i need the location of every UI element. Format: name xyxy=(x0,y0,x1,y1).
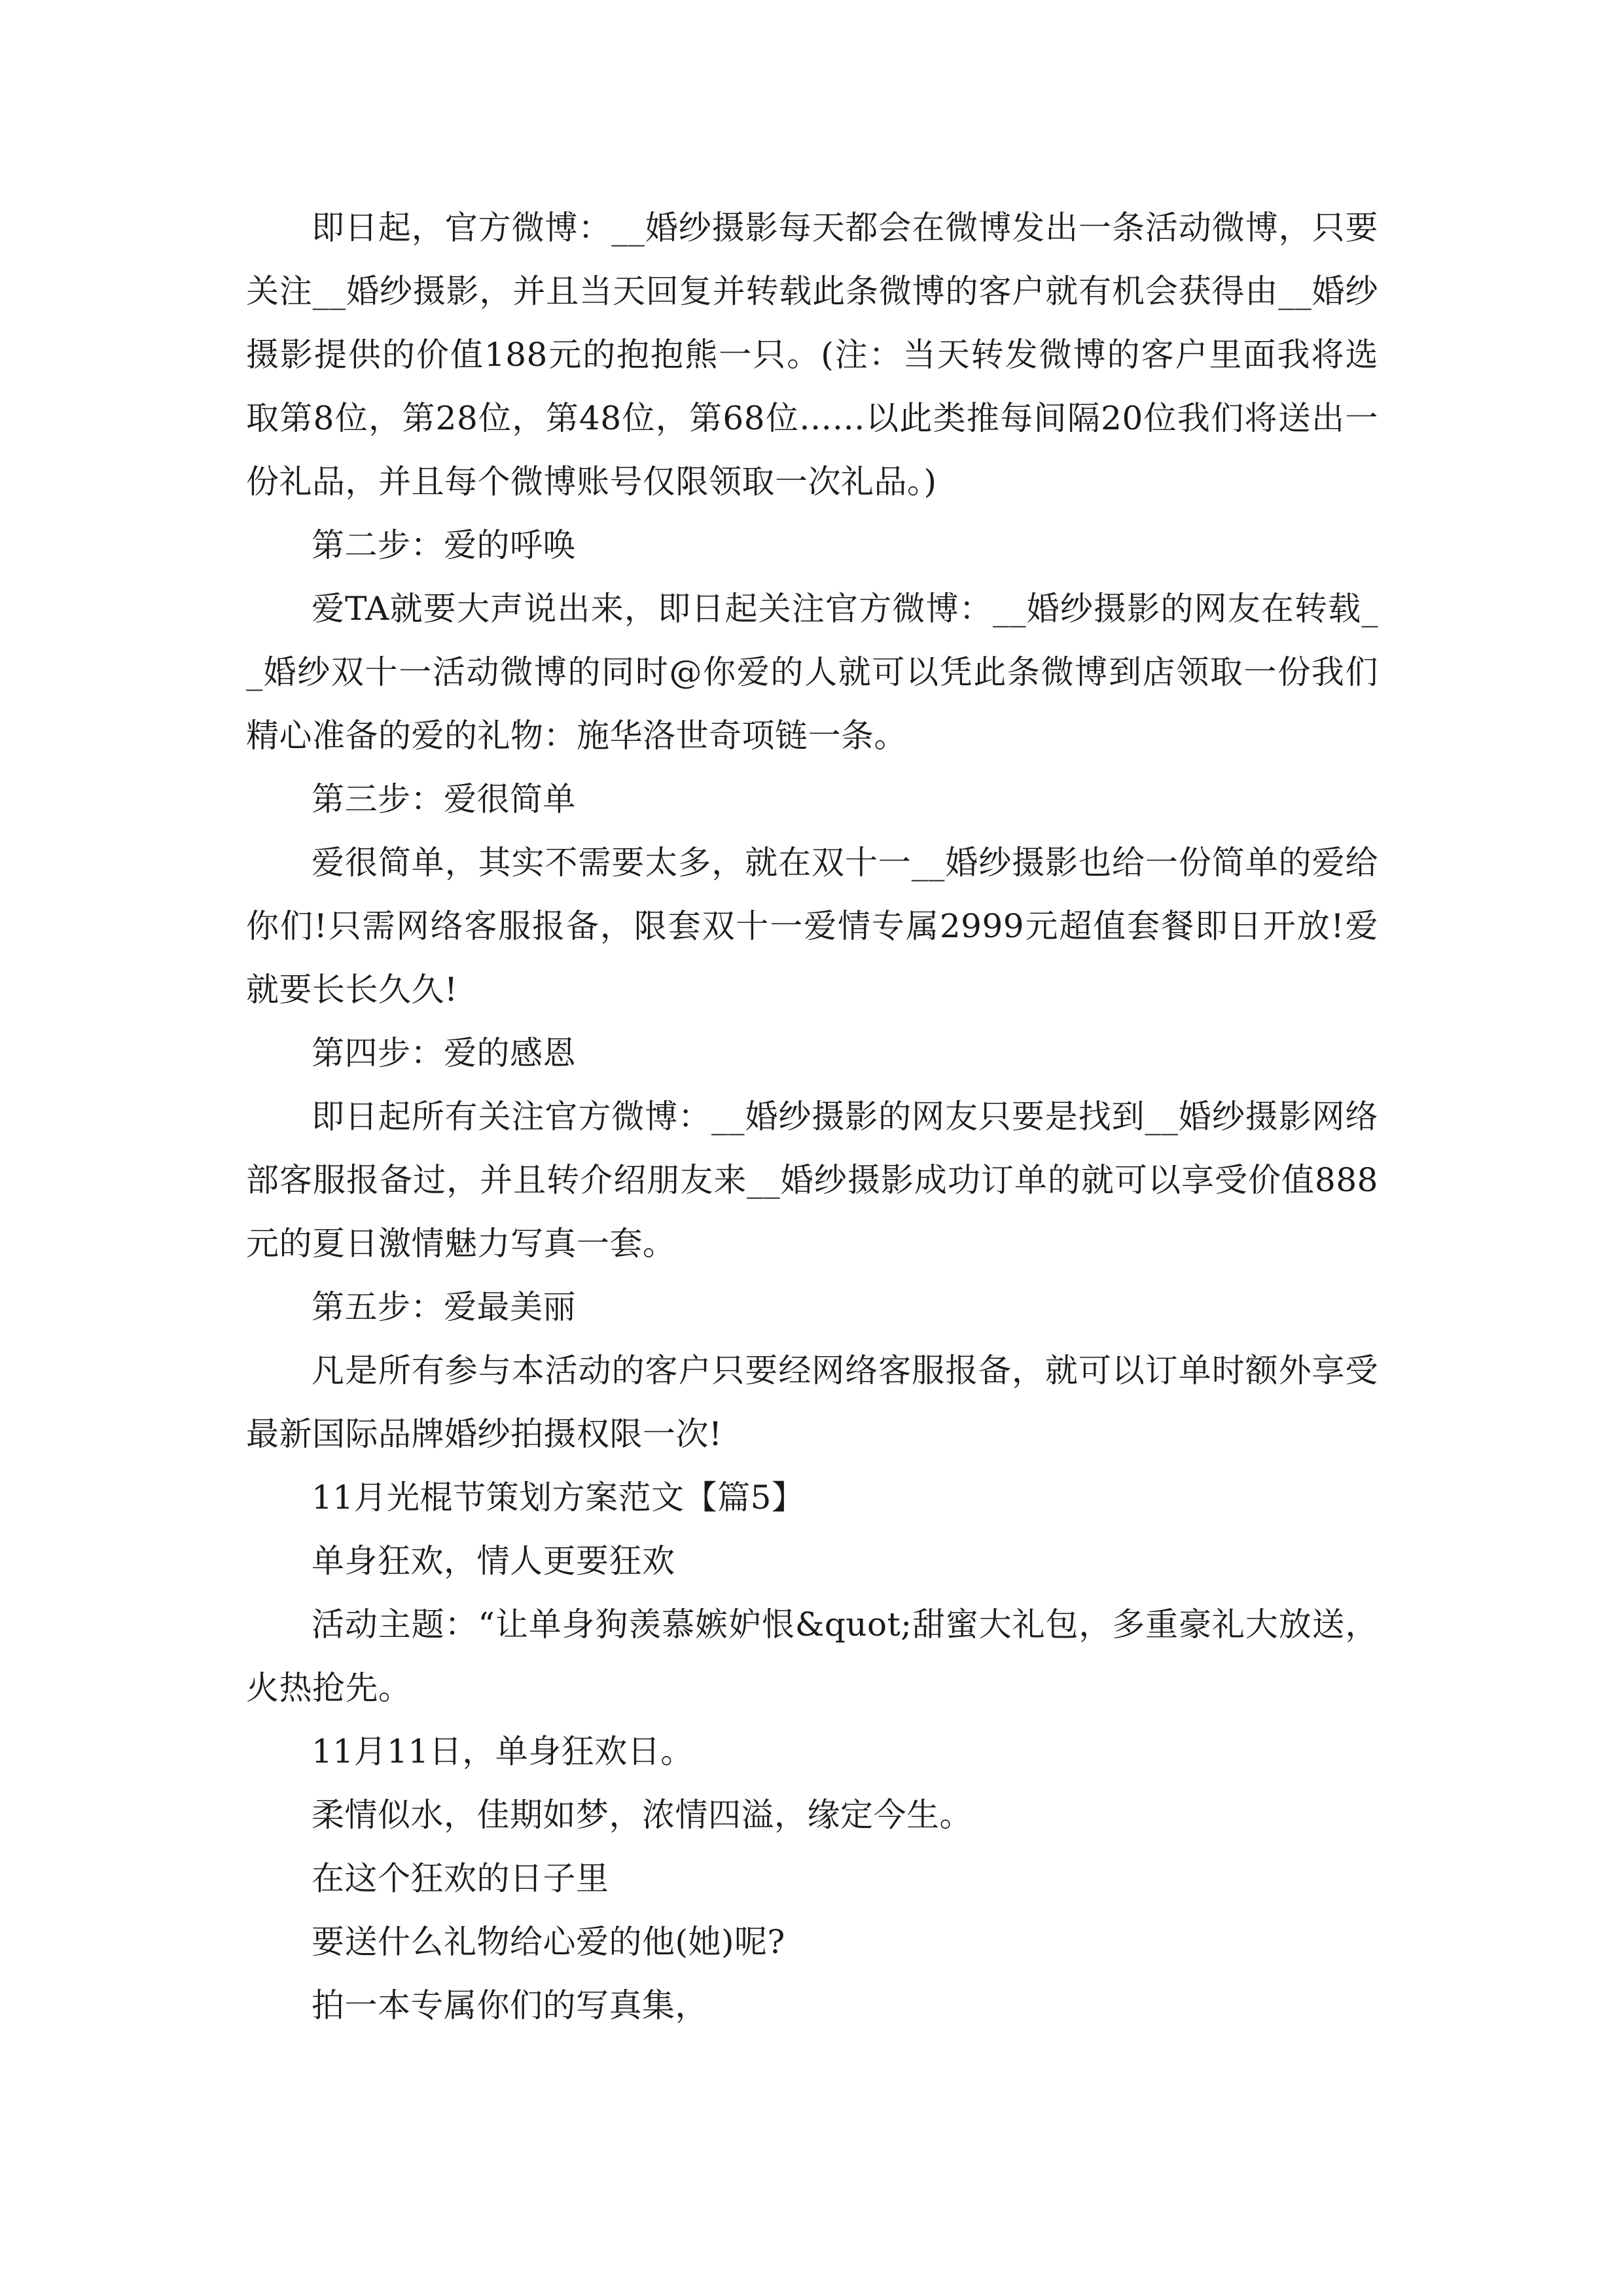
section-heading: 第三步：爱很简单 xyxy=(312,780,576,818)
paragraph: 爱很简单，其实不需要太多，就在双十一__婚纱摄影也给一份简单的爱给你们!只需网络客服报备，限套双十一爱情专属2999元超值套餐即日开放!爱就要长长久久! xyxy=(246,844,1378,1009)
paragraph: 凡是所有参与本活动的客户只要经网络客服报备，就可以订单时额外享受最新国际品牌婚纱拍摄权限一次! xyxy=(246,1352,1378,1453)
paragraph: 单身狂欢，情人更要狂欢 xyxy=(312,1542,675,1580)
paragraph: 即日起所有关注官方微博：__婚纱摄影的网友只要是找到__婚纱摄影网络部客服报备过，并且转介绍朋友来__婚纱摄影成功订单的就可以享受价值888元的夏日激情魅力写真一套。 xyxy=(246,1098,1378,1263)
article-title: 11月光棍节策划方案范文【篇5】 xyxy=(312,1479,805,1516)
paragraph: 拍一本专属你们的写真集， xyxy=(312,1986,708,2024)
section-heading: 第四步：爱的感恩 xyxy=(312,1034,576,1072)
paragraph: 即日起，官方微博：__婚纱摄影每天都会在微博发出一条活动微博，只要关注__婚纱摄影，并且当天回复并转载此条微博的客户就有机会获得由__婚纱摄影提供的价值188元的抱抱熊一只。(注：当天转发微博的客户里面我将选取第8位，第28位，第48位，第68位……以此类推每间隔20位我们将送出一份礼品，并且每个微博账号仅限领取一次礼品。) xyxy=(246,209,1378,501)
paragraph: 活动主题：“让单身狗羡慕嫉妒恨&quot;甜蜜大礼包，多重豪礼大放送，火热抢先。 xyxy=(246,1605,1378,1707)
paragraph: 在这个狂欢的日子里 xyxy=(312,1859,609,1897)
paragraph: 爱TA就要大声说出来，即日起关注官方微博：__婚纱摄影的网友在转载__婚纱双十一活动微博的同时@你爱的人就可以凭此条微博到店领取一份我们精心准备的爱的礼物：施华洛世奇项链一条。 xyxy=(246,590,1378,755)
paragraph: 11月11日，单身狂欢日。 xyxy=(312,1732,694,1770)
paragraph: 要送什么礼物给心爱的他(她)呢? xyxy=(312,1923,785,1961)
section-heading: 第二步：爱的呼唤 xyxy=(312,526,576,564)
section-heading: 第五步：爱最美丽 xyxy=(312,1288,576,1326)
document-body xyxy=(246,196,1378,2037)
paragraph: 柔情似水，佳期如梦，浓情四溢，缘定今生。 xyxy=(312,1796,972,1834)
